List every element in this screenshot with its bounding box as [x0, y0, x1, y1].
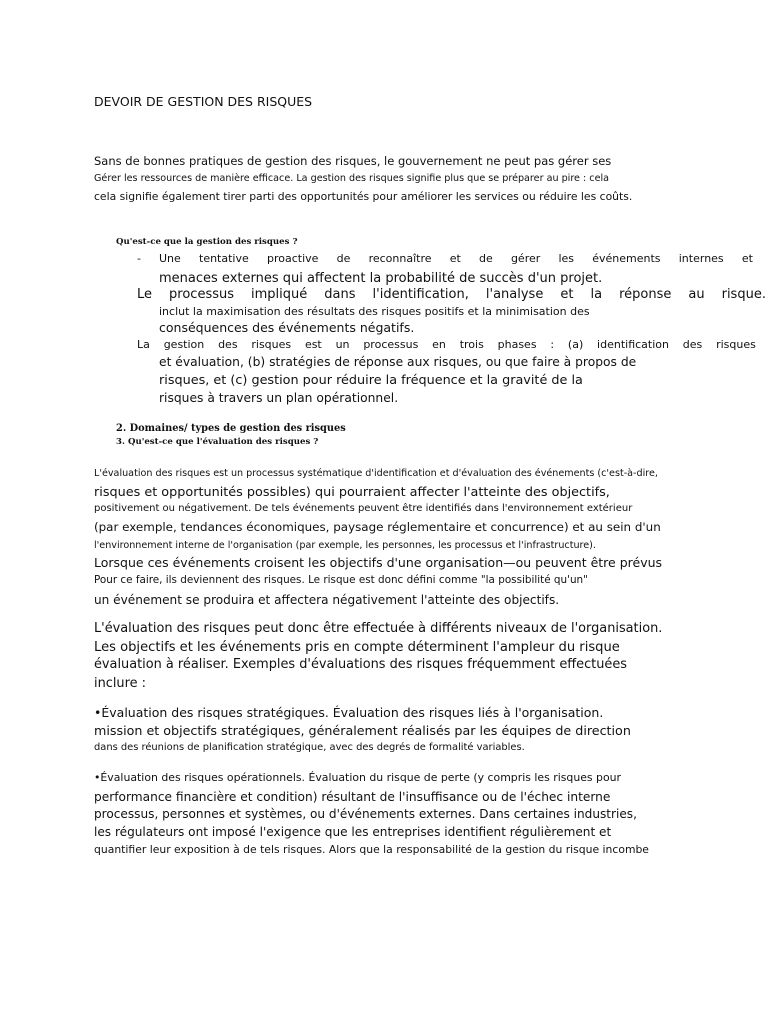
definition-line-4: inclut la maximisation des résultats des risques positifs et la minimisation des [159, 305, 590, 318]
definition-line-5: conséquences des événements négatifs. [159, 320, 415, 335]
word: les [558, 252, 575, 265]
word: phases [497, 338, 537, 351]
word: l'analyse [485, 287, 544, 302]
word: des [218, 338, 238, 351]
word: la [590, 287, 603, 302]
word: risques [251, 338, 292, 351]
definition-line-1 [159, 253, 753, 264]
word: gestion [163, 338, 205, 351]
eval-line-7: Pour ce faire, ils deviennent des risques. Le risque est donc défini comme "la possibilité qu'un" [94, 574, 588, 586]
section-heading-what-is-risk-assessment: 3. Qu'est-ce que l'évaluation des risques ? [116, 437, 319, 447]
word: identification [597, 338, 669, 351]
strategic-line-3: dans des réunions de planification stratégique, avec des degrés de formalité variables. [94, 742, 525, 753]
definition-line-3 [137, 288, 766, 301]
word: et [560, 287, 574, 302]
eval-line-4: (par exemple, tendances économiques, paysage réglementaire et concurrence) et au sein d'un [94, 520, 661, 534]
word: un [335, 338, 350, 351]
section-heading-domains: 2. Domaines/ types de gestion des risques [116, 423, 346, 434]
word: réponse [619, 287, 672, 302]
word: : [550, 338, 555, 351]
word: et [449, 252, 461, 265]
bullet-dash: - [137, 252, 141, 265]
word: est [304, 338, 322, 351]
levels-line-4: inclure : [94, 676, 146, 691]
definition-line-8: risques, et (c) gestion pour réduire la fréquence et la gravité de la [159, 373, 583, 388]
operational-line-3: processus, personnes et systèmes, ou d'événements externes. Dans certaines industries, [94, 807, 637, 821]
word: et [741, 252, 753, 265]
operational-line-1: •Évaluation des risques opérationnels. Évaluation du risque de perte (y compris les risques pour [94, 771, 622, 784]
word: l'identification, [372, 287, 469, 302]
eval-line-3: positivement ou négativement. De tels événements peuvent être identifiés dans l'environnement extérieur [94, 503, 633, 514]
word: proactive [266, 252, 319, 265]
eval-line-5: l'environnement interne de l'organisation (par exemple, les personnes, les processus et l'infrastructure). [94, 540, 596, 551]
word: gérer [510, 252, 541, 265]
word: des [682, 338, 703, 351]
word: internes [678, 252, 724, 265]
word: en [432, 338, 446, 351]
word: dans [324, 287, 356, 302]
word: risque. [721, 287, 766, 302]
eval-line-2: risques et opportunités possibles) qui pourraient affecter l'atteinte des objectifs, [94, 485, 610, 500]
word: Le [137, 287, 153, 302]
word: de [336, 252, 351, 265]
definition-line-7: et évaluation, (b) stratégies de réponse aux risques, ou que faire à propos de [159, 355, 637, 369]
word: processus [363, 338, 419, 351]
operational-line-2: performance financière et condition) résultant de l'insuffisance ou de l'échec interne [94, 790, 611, 804]
word: risques [716, 338, 756, 351]
levels-line-1: L'évaluation des risques peut donc être effectuée à différents niveaux de l'organisation. [94, 621, 663, 636]
strategic-line-2: mission et objectifs stratégiques, généralement réalisés par les équipes de direction [94, 723, 631, 738]
word: processus [169, 287, 234, 302]
definition-line-6 [137, 339, 756, 350]
word: Une [159, 252, 181, 265]
word: tentative [199, 252, 249, 265]
eval-line-1: L'évaluation des risques est un processus systématique d'identification et d'évaluation des événements (c'est-à-dire, [94, 468, 658, 479]
word: au [688, 287, 705, 302]
operational-line-5: quantifier leur exposition à de tels risques. Alors que la responsabilité de la gestion du risque incombe [94, 843, 649, 856]
levels-line-3: évaluation à réaliser. Exemples d'évaluations des risques fréquemment effectuées [94, 657, 627, 672]
definition-line-9: risques à travers un plan opérationnel. [159, 391, 399, 405]
intro-line-2: Gérer les ressources de manière efficace. La gestion des risques signifie plus que se préparer au pire : cela [94, 173, 610, 184]
strategic-line-1: •Évaluation des risques stratégiques. Évaluation des risques liés à l'organisation. [94, 705, 604, 720]
word: (a) [567, 338, 584, 351]
eval-line-6: Lorsque ces événements croisent les objectifs d'une organisation—ou peuvent être prévus [94, 555, 663, 570]
word: trois [459, 338, 484, 351]
operational-line-4: les régulateurs ont imposé l'exigence que les entreprises identifient régulièrement et [94, 825, 612, 839]
definition-line-2: menaces externes qui affectent la probabilité de succès d'un projet. [159, 271, 603, 286]
levels-line-2: Les objectifs et les événements pris en compte déterminent l'ampleur du risque [94, 640, 620, 655]
word: impliqué [251, 287, 308, 302]
word: événements [592, 252, 661, 265]
word: La [137, 338, 150, 351]
intro-line-3: cela signifie également tirer parti des opportunités pour améliorer les services ou réduire les coûts. [94, 190, 633, 203]
document-title: DEVOIR DE GESTION DES RISQUES [94, 94, 313, 109]
word: de [479, 252, 493, 265]
eval-line-8: un événement se produira et affectera négativement l'atteinte des objectifs. [94, 593, 560, 607]
word: reconnaître [368, 252, 432, 265]
section-heading-what-is-risk-management: Qu'est-ce que la gestion des risques ? [116, 237, 298, 247]
intro-line-1: Sans de bonnes pratiques de gestion des risques, le gouvernement ne peut pas gérer ses [94, 154, 612, 168]
